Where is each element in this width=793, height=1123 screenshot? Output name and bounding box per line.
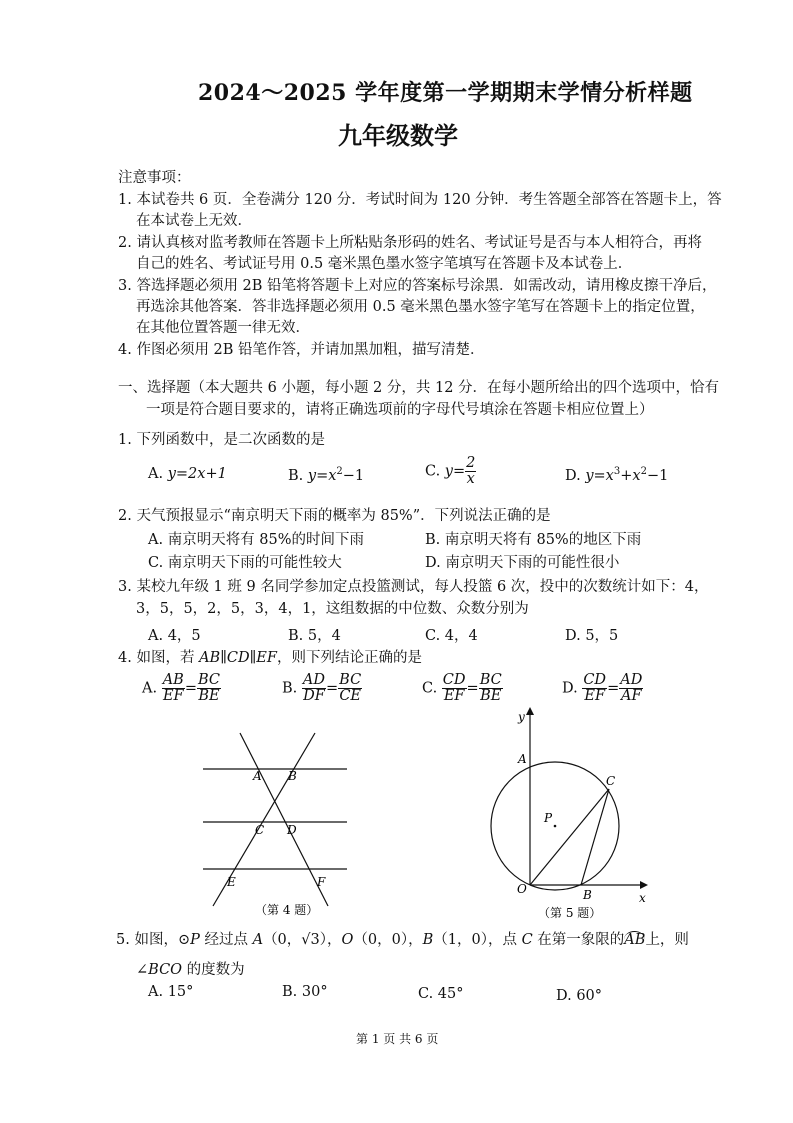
label-y: y — [518, 710, 525, 724]
q2-option-b: B. 南京明天将有 85%的地区下雨 — [425, 532, 642, 548]
q3-option-d: D. 5，5 — [565, 628, 619, 644]
label-p: P — [544, 811, 553, 825]
segment-oc — [530, 789, 609, 885]
q4-option-b: B. $\frac{AD}{DF}$ = $\frac{BC}{CE}$ — [282, 672, 362, 704]
label-o: O — [517, 882, 527, 896]
q4-stem: 4. 如图，若 AB∥CD∥EF，则下列结论正确的是 — [118, 650, 422, 666]
page-subtitle: 九年级数学 — [338, 121, 458, 150]
label-b: B — [583, 888, 592, 902]
notice-heading: 注意事项： — [118, 170, 191, 186]
label-a: A — [518, 752, 527, 766]
label-f: F — [317, 875, 326, 889]
label-c: C — [255, 823, 265, 837]
figure-5-caption: （第 5 题） — [538, 906, 602, 920]
q5-option-d: D. 60° — [556, 988, 603, 1004]
notice-item-1-line-1: 1. 本试卷共 6 页．全卷满分 120 分．考试时间为 120 分钟．考生答题全部答在答题卡上，答 — [118, 192, 722, 208]
q5-stem-line-1: 5. 如图，⊙P 经过点 A（0，√3），O（0，0），B（1，0），点 C 在第一象限的AB上，则 — [116, 932, 689, 948]
page-footer: 第 1 页 共 6 页 — [356, 1032, 439, 1046]
figure-4-caption: （第 4 题） — [255, 903, 319, 917]
q5-stem-line-2: ∠BCO 的度数为 — [136, 962, 245, 978]
q3-option-b: B. 5，4 — [288, 628, 341, 644]
notice-item-2-line-1: 2. 请认真核对监考教师在答题卡上所粘贴条形码的姓名、考试证号是否与本人相符合，再将 — [118, 235, 702, 251]
label-x: x — [639, 891, 646, 905]
q4-option-c: C. $\frac{CD}{EF}$ = $\frac{BC}{BE}$ — [422, 672, 502, 704]
q1-option-b: B. $y=x^2-1$ — [288, 466, 365, 484]
label-b: B — [288, 769, 297, 783]
notice-item-3-line-1: 3. 答选择题必须用 2B 铅笔将答题卡上对应的答案标号涂黑．如需改动，请用橡皮擦干净后， — [118, 278, 717, 294]
q4-option-a: A. $\frac{AB}{EF}$ = $\frac{BC}{BE}$ — [142, 672, 221, 704]
q2-stem: 2. 天气预报显示“南京明天下雨的概率为 85%”．下列说法正确的是 — [118, 508, 551, 524]
y-axis-arrow — [526, 707, 534, 715]
q3-option-c: C. 4，4 — [425, 628, 478, 644]
x-axis-arrow — [640, 881, 648, 889]
label-a: A — [253, 769, 262, 783]
label-c: C — [606, 774, 616, 788]
segment-bc — [581, 789, 609, 885]
q1-stem: 1. 下列函数中，是二次函数的是 — [118, 432, 325, 448]
q4-option-d: D. $\frac{CD}{EF}$ = $\frac{AD}{AF}$ — [562, 672, 643, 704]
notice-item-2-line-2: 自己的姓名、考试证号用 0.5 毫米黑色墨水签字笔填写在答题卡及本试卷上． — [136, 256, 633, 272]
label-d: D — [287, 823, 297, 837]
q1-option-a: A. y=2x+1 — [148, 466, 227, 482]
q3-stem-line-1: 3. 某校九年级 1 班 9 名同学参加定点投篮测试，每人投篮 6 次，投中的次数统计如下：4， — [118, 579, 709, 595]
transversal-1 — [240, 733, 328, 906]
q1-option-c: C. y= $\frac{2}{x}$ — [425, 455, 476, 487]
figure-5 — [480, 705, 650, 920]
notice-item-3-line-2: 再选涂其他答案．答非选择题必须用 0.5 毫米黑色墨水签字笔写在答题卡上的指定位置， — [136, 299, 705, 315]
q3-option-a: A. 4，5 — [148, 628, 201, 644]
notice-item-3-line-3: 在其他位置答题一律无效． — [136, 320, 310, 336]
q5-option-b: B. 30° — [282, 984, 328, 1000]
q3-stem-line-2: 3，5，5，2，5，3，4，1，这组数据的中位数、众数分别为 — [136, 601, 529, 617]
section-heading-line-1: 一、选择题（本大题共 6 小题，每小题 2 分，共 12 分．在每小题所给出的四个选项中，恰有 — [118, 380, 720, 396]
q5-option-c: C. 45° — [418, 986, 464, 1002]
page-title: 2024～2025 学年度第一学期期末学情分析样题 — [198, 80, 693, 106]
label-e: E — [227, 875, 236, 889]
q2-option-c: C. 南京明天下雨的可能性较大 — [148, 555, 342, 571]
center-point-p — [554, 825, 557, 828]
q2-option-a: A. 南京明天将有 85%的时间下雨 — [148, 532, 365, 548]
section-heading-line-2: 一项是符合题目要求的，请将正确选项前的字母代号填涂在答题卡相应位置上） — [146, 402, 654, 418]
figure-4 — [195, 728, 360, 923]
notice-item-4-line-1: 4. 作图必须用 2B 铅笔作答，并请加黑加粗，描写清楚． — [118, 342, 485, 358]
q2-option-d: D. 南京明天下雨的可能性很小 — [425, 555, 620, 571]
q5-option-a: A. 15° — [148, 984, 194, 1000]
q1-option-d: D. $y=x^3+x^2-1$ — [565, 466, 669, 484]
notice-item-1-line-2: 在本试卷上无效． — [136, 213, 252, 229]
